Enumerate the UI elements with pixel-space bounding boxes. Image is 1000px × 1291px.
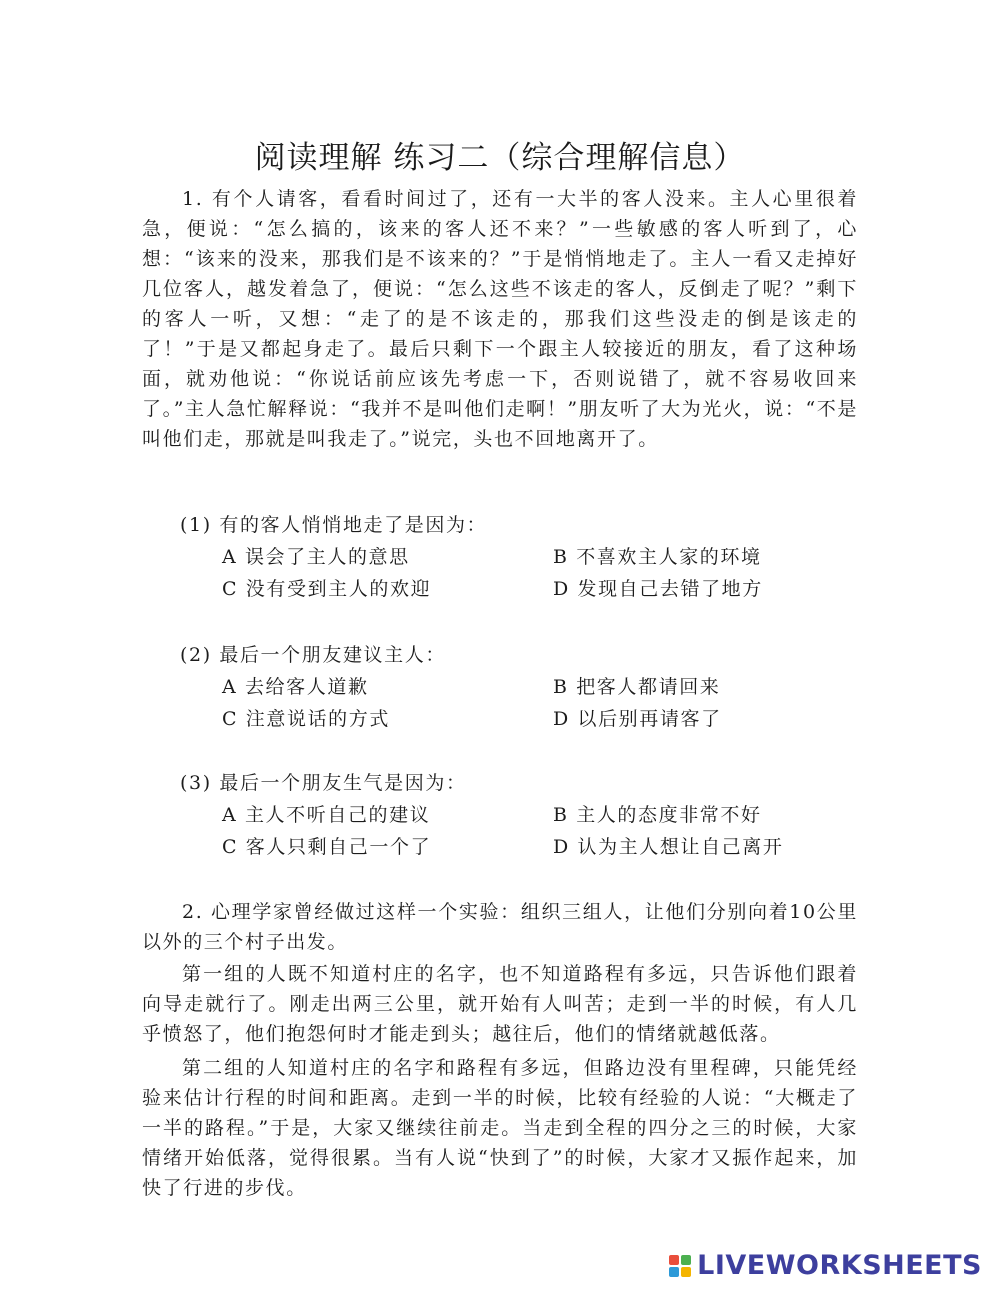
question-1 xyxy=(180,510,840,605)
logo-square-yellow xyxy=(681,1267,691,1277)
passage-2-group-1: 第一组的人既不知道村庄的名字，也不知道路程有多远，只告诉他们跟着向导走就行了。刚走出两三公里，就开始有人叫苦；走到一半的时候，有人几乎愤怒了，他们抱怨何时才能走到头；越往后，他们的情绪就越低落。 xyxy=(142,963,858,1045)
liveworksheets-logo-icon xyxy=(669,1255,691,1277)
question-3-option-d: D 认为主人想让自己离开 xyxy=(553,836,784,858)
question-3-text: (3) 最后一个朋友生气是因为： xyxy=(180,772,467,794)
question-1-text: (1) 有的客人悄悄地走了是因为： xyxy=(180,514,488,536)
passage-1: 1. 有个人请客，看看时间过了，还有一大半的客人没来。主人心里很着急，便说：“怎么搞的，该来的客人还不来？”一些敏感的客人听到了，心想：“该来的没来，那我们是不该来的？”于是悄悄地走了。主人一看又走掉好几位客人，越发着急了，便说：“怎么这些不该走的客人，反倒走了呢？”剩下的客人一听，又想：“走了的是不该走的，那我们这些没走的倒是该走的了！”于是又都起身走了。最后只剩下一个跟主人较接近的朋友，看了这种场面，就劝他说：“你说话前应该先考虑一下，否则说错了，就不容易收回来了。”主人急忙解释说：“我并不是叫他们走啊！”朋友听了大为光火，说：“不是叫他们走，那就是叫我走了。”说完，头也不回地离开了。 xyxy=(142,188,858,450)
passage-2-group-2: 第二组的人知道村庄的名字和路程有多远，但路边没有里程碑，只能凭经验来估计行程的时间和距离。走到一半的时候，比较有经验的人说：“大概走了一半的路程。”于是，大家又继续往前走。当走到全程的四分之三的时候，大家情绪开始低落，觉得很累。当有人说“快到了”的时候，大家才又振作起来，加快了行进的步伐。 xyxy=(142,1057,858,1199)
question-2-option-d: D 以后别再请客了 xyxy=(553,708,722,730)
question-3-option-b: B 主人的态度非常不好 xyxy=(553,804,762,826)
question-2-text: (2) 最后一个朋友建议主人： xyxy=(180,644,446,666)
question-3 xyxy=(180,768,840,863)
liveworksheets-logo[interactable] xyxy=(669,1250,982,1281)
question-1-option-c: C 没有受到主人的欢迎 xyxy=(222,578,432,600)
logo-square-red xyxy=(669,1255,679,1265)
question-1-option-b: B 不喜欢主人家的环境 xyxy=(553,546,762,568)
logo-square-blue xyxy=(669,1267,679,1277)
question-2-option-a: A 去给客人道歉 xyxy=(222,676,369,698)
question-2-option-b: B 把客人都请回来 xyxy=(553,676,721,698)
page-title: 阅读理解 练习二（综合理解信息） xyxy=(254,140,746,176)
question-1-option-d: D 发现自己去错了地方 xyxy=(553,578,763,600)
question-2-option-c: C 注意说话的方式 xyxy=(222,708,390,730)
passage-2-intro: 2. 心理学家曾经做过这样一个实验：组织三组人，让他们分别向着10公里以外的三个村子出发。 xyxy=(142,901,858,953)
question-2 xyxy=(180,640,840,735)
logo-square-green xyxy=(681,1255,691,1265)
question-3-option-a: A 主人不听自己的建议 xyxy=(222,804,431,826)
logo-text: LIVEWORKSHEETS xyxy=(697,1250,982,1281)
question-3-option-c: C 客人只剩自己一个了 xyxy=(222,836,432,858)
question-1-option-a: A 误会了主人的意思 xyxy=(222,546,410,568)
